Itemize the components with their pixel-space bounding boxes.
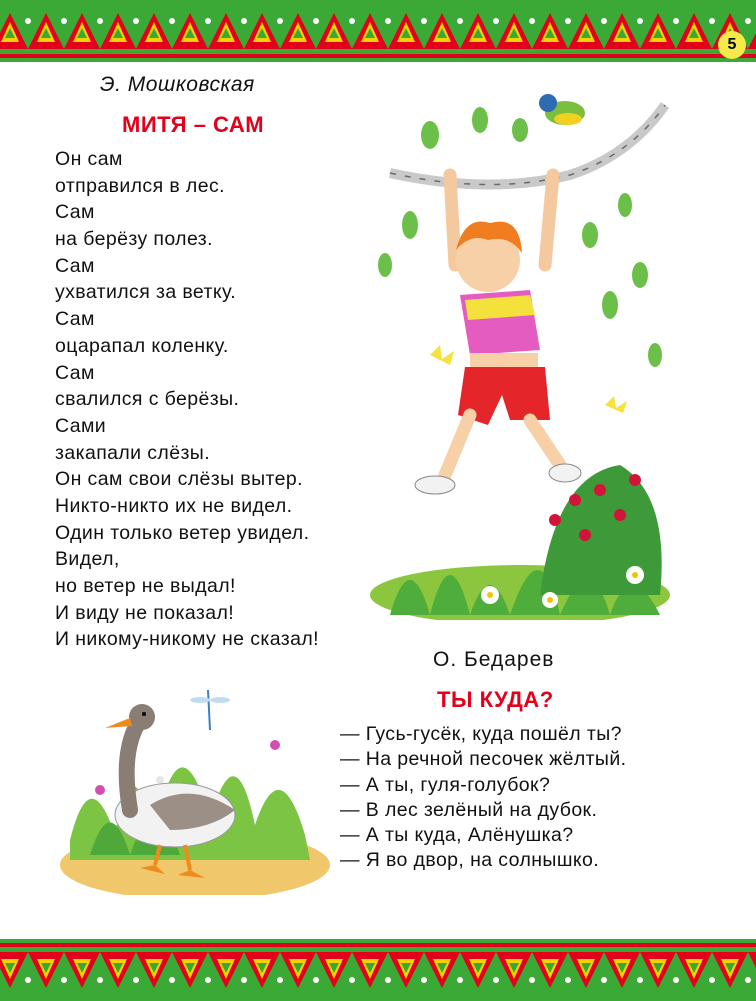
poem1-title: МИТЯ – САМ xyxy=(122,112,265,137)
poem1-line: И виду не показал! xyxy=(55,601,235,624)
poem1-line: ухватился за ветку. xyxy=(55,281,237,304)
poem1-author: Э. Мошковская xyxy=(100,73,255,96)
poem1-lines xyxy=(55,146,319,653)
poem1-line: Сам xyxy=(55,361,95,384)
poem1-line: оцарапал коленку. xyxy=(55,334,229,357)
poem1-line: Сами xyxy=(55,414,107,437)
poem2-line: — Я во двор, на солнышко. xyxy=(340,849,600,872)
poem1-line: на берёзу полез. xyxy=(55,228,213,251)
goose-illustration xyxy=(60,670,330,900)
poem2-author: О. Бедарев xyxy=(433,648,555,671)
poem1-line: но ветер не выдал! xyxy=(55,575,236,597)
poem1-line: Видел, xyxy=(55,548,120,571)
poem1-line: Сам xyxy=(55,308,95,331)
poem1-line: Сам xyxy=(55,201,95,224)
poem2-line: — Гусь-гусёк, куда пошёл ты? xyxy=(340,723,622,745)
boy-illustration xyxy=(370,75,670,625)
poem1-line: Он сам свои слёзы вытер. xyxy=(55,468,303,491)
top-ornament-border xyxy=(0,0,756,62)
poem2-line: — А ты, гуля-голубок? xyxy=(340,773,551,796)
poem1-line: отправился в лес. xyxy=(55,174,225,197)
poem1-line: И никому-никому не сказал! xyxy=(55,628,319,651)
poem2-title: ТЫ КУДА? xyxy=(437,687,554,712)
poem1-line: свалился с берёзы. xyxy=(55,388,240,411)
bottom-ornament-border xyxy=(0,939,756,1001)
page-number: 5 xyxy=(718,31,746,59)
poem1-line: Сам xyxy=(55,254,95,277)
poem1-line: Один только ветер увидел. xyxy=(55,521,310,544)
poem1-line: Никто-никто их не видел. xyxy=(55,494,293,517)
poem1-line: Он сам xyxy=(55,148,123,170)
poem2-line: — В лес зелёный на дубок. xyxy=(340,798,598,821)
poem2-lines xyxy=(340,722,626,874)
poem2-line: — А ты куда, Алёнушка? xyxy=(340,824,574,847)
poem1-line: закапали слёзы. xyxy=(55,441,211,464)
poem2-line: — На речной песочек жёлтый. xyxy=(340,748,627,771)
